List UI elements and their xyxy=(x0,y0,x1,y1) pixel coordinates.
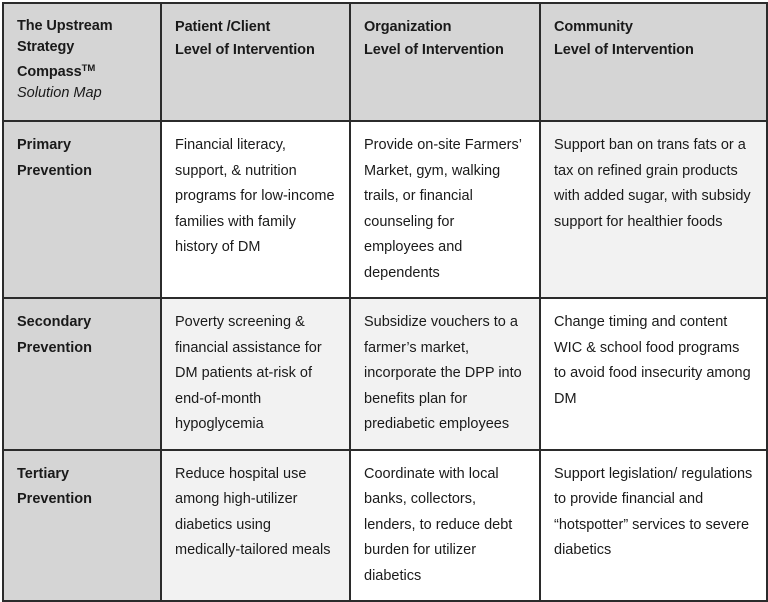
column-header-community xyxy=(540,3,767,121)
solution-map-sheet xyxy=(0,2,768,584)
column-header-patient-client xyxy=(161,3,350,121)
row-label-secondary-line-2: Prevention xyxy=(17,339,92,356)
cell-primary-community xyxy=(540,121,767,298)
column-header-patient-line-2: Level of Intervention xyxy=(175,42,315,58)
cell-secondary-organization-text: Subsidize vouchers to a farmer’s market, incorporate the DPP into benefits plan for prediabetic employees xyxy=(364,314,522,432)
cell-primary-community-text: Support ban on trans fats or a tax on refined grain products with added sugar, with subsidy support for healthier foods xyxy=(554,137,751,230)
cell-secondary-organization xyxy=(350,298,540,450)
row-label-primary-line-2: Prevention xyxy=(17,162,92,179)
column-header-patient-line-1: Patient /Client xyxy=(175,19,271,35)
cell-primary-organization-text: Provide on-site Farmers’ Market, gym, walking trails, or financial counseling for employees and dependents xyxy=(364,137,522,281)
row-label-secondary-prevention xyxy=(3,298,161,450)
cell-primary-patient-text: Financial literacy, support, & nutrition programs for low-income families with family history of DM xyxy=(175,137,335,255)
compass-title-line-1: The Upstream xyxy=(17,18,113,34)
compass-subtitle: Solution Map xyxy=(17,85,102,101)
cell-tertiary-organization xyxy=(350,450,540,602)
row-label-tertiary-line-1: Tertiary xyxy=(17,465,70,482)
column-header-organization-line-2: Level of Intervention xyxy=(364,42,504,58)
table-corner-title-cell xyxy=(3,3,161,121)
row-label-tertiary-line-2: Prevention xyxy=(17,491,92,507)
cell-secondary-patient xyxy=(161,298,350,450)
compass-title-line-2: Strategy xyxy=(17,39,75,55)
compass-title xyxy=(17,16,149,83)
table-row xyxy=(3,298,767,450)
column-header-organization xyxy=(350,3,540,121)
cell-secondary-community-text: Change timing and content WIC & school food programs to avoid food insecurity among DM xyxy=(554,314,751,407)
table-header-row xyxy=(3,3,767,121)
cell-secondary-patient-text: Poverty screening & financial assistance for DM patients at-risk of end-of-month hypoglycemia xyxy=(175,314,322,432)
cell-primary-patient xyxy=(161,121,350,298)
table-row xyxy=(3,450,767,602)
trademark-symbol: TM xyxy=(81,63,96,74)
cell-secondary-community xyxy=(540,298,767,450)
cell-tertiary-community-text: Support legislation/ regulations to provide financial and “hotspotter” services to severe diabetics xyxy=(554,465,753,558)
cell-tertiary-patient xyxy=(161,450,350,602)
table-row xyxy=(3,121,767,298)
column-header-organization-line-1: Organization xyxy=(364,19,452,35)
row-label-tertiary-prevention xyxy=(3,450,161,602)
upstream-strategy-compass-table xyxy=(2,2,768,602)
cell-primary-organization xyxy=(350,121,540,298)
column-header-community-line-1: Community xyxy=(554,19,633,35)
row-label-primary-line-1: Primary xyxy=(17,137,72,153)
cell-tertiary-organization-text: Coordinate with local banks, collectors, lenders, to reduce debt burden for utilizer diabetics xyxy=(364,465,513,584)
column-header-community-line-2: Level of Intervention xyxy=(554,42,694,58)
row-label-primary-prevention xyxy=(3,121,161,298)
cell-tertiary-community xyxy=(540,450,767,602)
row-label-secondary-line-1: Secondary xyxy=(17,314,92,330)
compass-title-line-3: Compass xyxy=(17,64,82,80)
cell-tertiary-patient-text: Reduce hospital use among high-utilizer diabetics using medically-tailored meals xyxy=(175,465,331,558)
